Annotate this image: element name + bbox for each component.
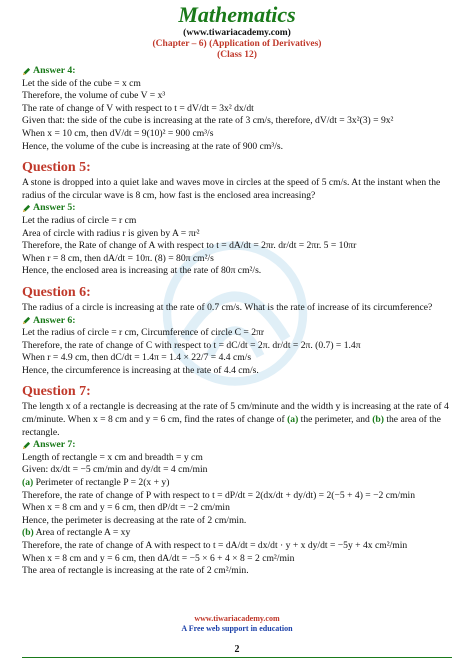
answer-4-line: The rate of change of V with respect to t = dV/dt = 3x² dx/dt [22, 102, 254, 114]
question-7-part-a: (a) [287, 414, 299, 426]
page-footer [0, 614, 474, 658]
answer-7-line: When x = 8 cm and y = 6 cm, then dA/dt = −5 × 6 + 4 × 8 = 2 cm²/min [22, 552, 295, 564]
question-7-text-a: The length x of a rectangle is decreasing at the rate of 5 cm/minute and the width y is increasing at the rate of 4 cm/minute. When x = 8 cm and y = 6 cm, find the rates of change of [22, 401, 449, 426]
answer-5-line: Hence, the enclosed area is increasing at the rate of 80π cm²/s. [22, 265, 262, 277]
answer-4-line: Therefore, the volume of cube V = x³ [22, 90, 166, 102]
answer-5-line: Let the radius of circle = r cm [22, 214, 137, 226]
answer-4-line: Given that: the side of the cube is increasing at the rate of 3 cm/s, therefore, dV/dt = 3x²(3) = 9x² [22, 115, 394, 127]
part-a-text: Perimeter of rectangle P = 2(x + y) [33, 477, 170, 489]
answer-7-line: Given: dx/dt = −5 cm/min and dy/dt = 4 cm/min [22, 464, 208, 476]
footer-divider [22, 657, 452, 658]
document-page [0, 2, 474, 672]
pencil-icon [22, 204, 31, 213]
header-chapter: (Chapter – 6) (Application of Derivatives) [152, 39, 322, 49]
footer-site[interactable]: www.tiwariacademy.com [194, 614, 280, 623]
answer-4-line: Hence, the volume of the cube is increasing at the rate of 900 cm³/s. [22, 140, 284, 152]
question-6-heading: Question 6: [22, 284, 91, 300]
question-5-heading: Question 5: [22, 160, 91, 176]
answer-4-label: Answer 4: [33, 65, 76, 76]
answer-5-heading [22, 202, 452, 215]
content [22, 65, 452, 578]
page-title: Mathematics [178, 2, 296, 27]
answer-6-line: Let the radius of circle = r cm, Circumference of circle C = 2πr [22, 327, 265, 339]
answer-7-line: When x = 8 cm and y = 6 cm, then dP/dt = −2 cm/min [22, 502, 230, 514]
answer-7-line: Length of rectangle = x cm and breadth = y cm [22, 451, 203, 463]
question-6-text: The radius of a circle is increasing at the rate of 0.7 cm/s. What is the rate of increase of its circumference? [22, 301, 433, 313]
answer-6-line: When r = 4.9 cm, then dC/dt = 1.4π = 1.4 × 22/7 = 4.4 cm/s [22, 352, 252, 364]
answer-5-line: Therefore, the Rate of change of A with respect to t = dA/dt = 2πr. dr/dt = 2πr. 5 = 10πr [22, 240, 357, 252]
answer-7-line: Hence, the perimeter is decreasing at the rate of 2 cm/min. [22, 514, 247, 526]
header-class: (Class 12) [217, 50, 257, 60]
question-7-part-b: (b) [372, 414, 384, 426]
answer-4-heading [22, 65, 452, 78]
pencil-icon [22, 67, 31, 76]
pencil-icon [22, 441, 31, 450]
part-b-label: (b) [22, 527, 34, 539]
question-7-heading: Question 7: [22, 384, 91, 400]
question-7-text [22, 401, 452, 439]
question-7-text-b: the perimeter, and [298, 414, 373, 426]
part-a-label: (a) [22, 477, 34, 489]
part-b-text: Area of rectangle A = xy [33, 527, 131, 539]
question-7-text-c: the area of the rectangle. [22, 414, 441, 438]
page-number: 2 [234, 644, 240, 655]
question-5-text: A stone is dropped into a quiet lake and waves move in circles at the speed of 5 cm/s. At the instant when the radius of the circular wave is 8 cm, how fast is the enclosed area increasing? [22, 177, 441, 201]
answer-5-label: Answer 5: [33, 202, 76, 214]
answer-7-part-a [22, 477, 452, 490]
answer-6-line: Hence, the circumference is increasing at the rate of 4.4 cm/s. [22, 364, 259, 376]
answer-6-label: Answer 6: [33, 314, 76, 326]
answer-4-line: Let the side of the cube = x cm [22, 77, 141, 89]
page-header [22, 2, 452, 61]
answer-6-heading [22, 315, 452, 328]
answer-7-line: Therefore, the rate of change of P with respect to t = dP/dt = 2(dx/dt + dy/dt) = 2(−5 + 4) = −2 cm/min [22, 489, 416, 501]
answer-5-line: When r = 8 cm, then dA/dt = 10π. (8) = 80π cm²/s [22, 252, 214, 264]
header-site: (www.tiwariacademy.com) [183, 28, 291, 38]
answer-7-line: The area of rectangle is increasing at the rate of 2 cm²/min. [22, 565, 249, 577]
answer-4-line: When x = 10 cm, then dV/dt = 9(10)² = 900 cm³/s [22, 127, 214, 139]
answer-7-part-b [22, 527, 452, 540]
footer-tagline: A Free web support in education [181, 624, 293, 633]
answer-7-label: Answer 7: [33, 439, 76, 451]
answer-7-line: Therefore, the rate of change of A with respect to t = dA/dt = dx/dt · y + x dy/dt = −5y + 4x cm²/min [22, 540, 408, 551]
answer-7-heading [22, 439, 452, 452]
answer-6-line: Therefore, the rate of change of C with respect to t = dC/dt = 2π. dr/dt = 2π. (0.7) = 1.4π [22, 339, 361, 351]
answer-5-line: Area of circle with radius r is given by A = πr² [22, 227, 200, 239]
pencil-icon [22, 316, 31, 325]
